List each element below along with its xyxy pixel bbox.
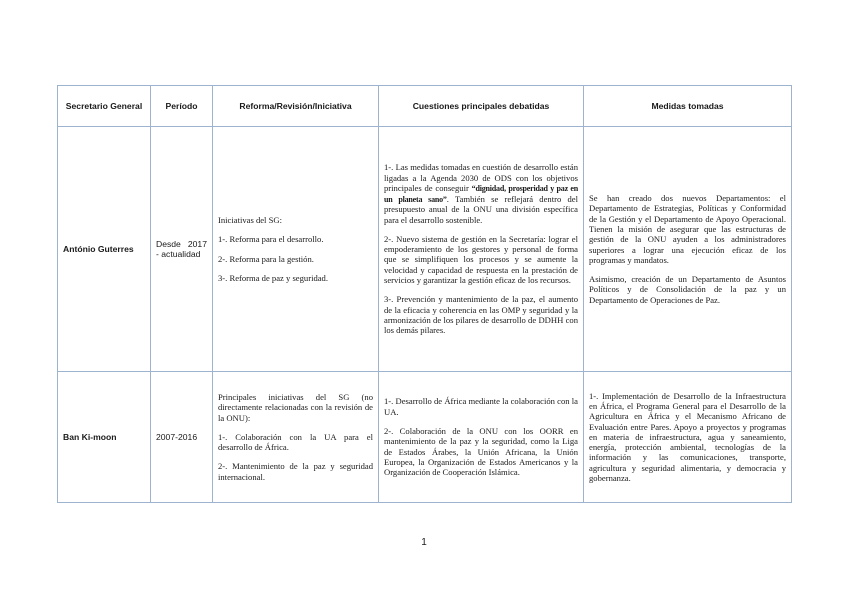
issue-text: 1-. Las medidas tomadas en cuestión de desarrollo están ligadas a la Agenda 2030 de ODS con los objetivos principales de conseguir (384, 162, 578, 193)
reform-item: 2-. Reforma para la gestión. (218, 253, 314, 264)
header-cuestiones: Cuestiones principales debatidas (379, 86, 584, 127)
period: Desde 2017 - actualidad (151, 127, 213, 372)
reform-item: 1-. Reforma para el desarrollo. (218, 234, 324, 245)
issue-text: . También se reflejará dentro del presupuesto anual de la ONU una división específica para el desarrollo sostenible. (384, 193, 578, 225)
secretary-name: Ban Ki-moon (58, 372, 151, 503)
period: 2007-2016 (151, 372, 213, 503)
issues-cell (379, 127, 584, 372)
issue-item: 2-. Nuevo sistema de gestión en la Secretaría: lograr el empoderamiento de los gestores y personal de forma que se simplifiquen los procesos y se aumente la velocidad y capacidad de respuesta en la prestación de servicios y garantizar la gestión eficaz de los recursos. (384, 233, 578, 286)
reform-cell (213, 127, 379, 372)
measure-item: 1-. Implementación de Desarrollo de la Infraestructura en África, el Programa General para el Desarrollo de la Agricultura en África y el Mecanismo Africano de Evaluación entre Pares. Apoyo a proyectos y programas en materia de infraestructura, agua y saneamiento, energía, protección ambiental, tecnologías de la información y las comunicaciones, transporte, agricultura y seguridad alimentaria, y democracia y gobernanza. (589, 390, 786, 484)
header-secretario: Secretario General (58, 86, 151, 127)
reform-item: 3-. Reforma de paz y seguridad. (218, 272, 329, 283)
table-row (58, 372, 792, 503)
measure-item: Asimismo, creación de un Departamento de Asuntos Políticos y de Consolidación de la paz y un Departamento de Operaciones de Paz. (589, 274, 786, 305)
secretary-name: António Guterres (58, 127, 151, 372)
table-header-row (58, 86, 792, 127)
issue-quote: “dignidad, prosperidad y paz en un planeta sano” (384, 184, 578, 204)
table-row (58, 127, 792, 372)
measures-cell (584, 127, 792, 372)
page-number: 1 (421, 537, 427, 548)
header-reforma: Reforma/Revisión/Iniciativa (213, 86, 379, 127)
measure-item: Se han creado dos nuevos Departamentos: el Departamento de Estrategias, Políticas y Conformidad de la Gestión y el Departamento de Apoyo Operacional. Tienen la misión de asegurar que las estructuras de gestión de la ONU ayuden a los administradores superiores a lograr una ejecución eficaz de los programas y mandatos. (589, 192, 786, 265)
measures-cell (584, 372, 792, 503)
issue-item: 3-. Prevención y mantenimiento de la paz, el aumento de la eficacia y coherencia en las OMP y seguridad y la armonización de los pilares de desarrollo de DDHH con los demás pilares. (384, 294, 578, 336)
header-periodo: Período (151, 86, 213, 127)
issue-item: 1-. Desarrollo de África mediante la colaboración con la UA. (384, 396, 578, 417)
issues-cell (379, 372, 584, 503)
reform-item: Principales iniciativas del SG (no directamente relacionadas con la revisión de la ONU): (218, 391, 373, 423)
issue-item (384, 162, 578, 224)
reform-item: 1-. Colaboración con la UA para el desarrollo de África. (218, 431, 373, 453)
reform-cell (213, 372, 379, 503)
reform-item: Iniciativas del SG: (218, 214, 282, 225)
issue-item: 2-. Colaboración de la ONU con los OORR en mantenimiento de la paz y la seguridad, como la Liga de Estados Árabes, la Unión Africana, la Unión Europea, la Organización de Estados Americanos y la Organización de Cooperación Islámica. (384, 426, 578, 478)
sg-reform-table (57, 85, 792, 503)
reform-item: 2-. Mantenimiento de la paz y seguridad internacional. (218, 461, 373, 482)
header-medidas: Medidas tomadas (584, 86, 792, 127)
